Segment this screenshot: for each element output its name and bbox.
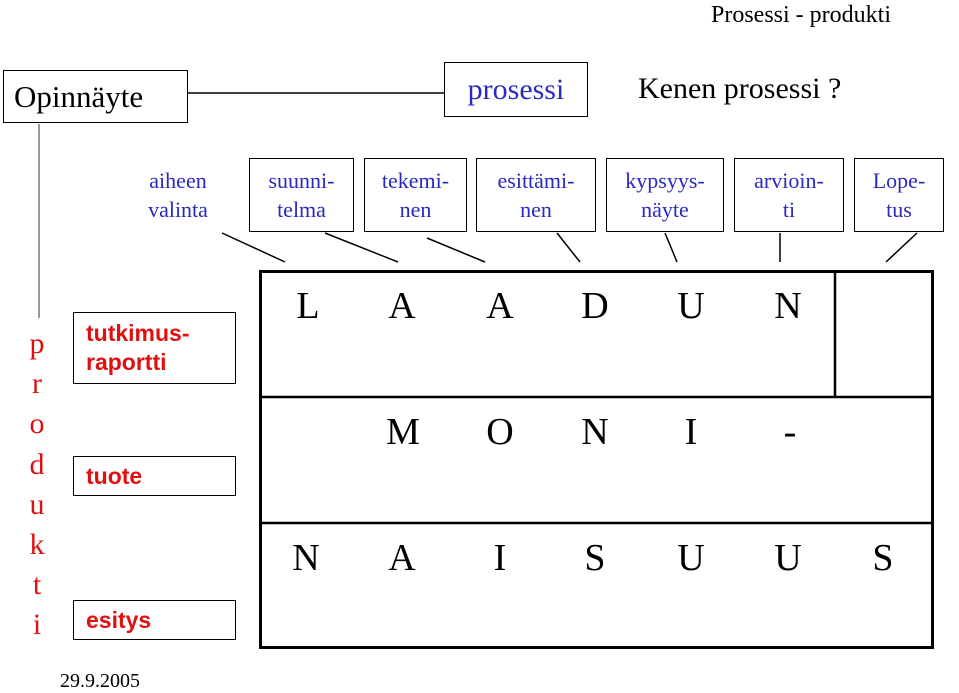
presentation-box [73, 600, 236, 640]
product-vertical-label [22, 324, 52, 646]
grid-letter: A [388, 537, 416, 579]
grid-letter: N [581, 411, 609, 453]
page-title: Prosessi - produkti [711, 2, 891, 28]
report-line: tutkimus- [86, 320, 190, 346]
grid-letter: N [774, 285, 802, 327]
phase-line: nen [520, 197, 552, 222]
grid-letter: A [486, 285, 514, 327]
grid-letter: S [584, 537, 606, 579]
phase-line: esittämi- [497, 168, 575, 193]
grid-letter: S [872, 537, 894, 579]
thesis-box [3, 70, 188, 123]
phase-line: ti [782, 197, 796, 222]
phase-box [249, 158, 354, 232]
phase-line: arvioin- [754, 168, 824, 193]
grid-letter: O [486, 411, 514, 453]
phase-line: tus [886, 197, 912, 222]
grid-letter: U [677, 537, 705, 579]
phase-line: tekemi- [381, 168, 450, 193]
grid-letter: L [296, 285, 320, 327]
product-box [73, 456, 236, 496]
grid-letter: U [774, 537, 802, 579]
product-letter: k [29, 528, 45, 562]
report-line: raportti [86, 349, 167, 375]
phase-box [734, 158, 844, 232]
thesis-label: Opinnäyte [14, 78, 144, 114]
phase-box [854, 158, 944, 232]
footer-date: 29.9.2005 [60, 670, 140, 692]
grid-letter: D [581, 285, 609, 327]
presentation-label: esitys [86, 606, 152, 633]
question-text: Kenen prosessi ? [638, 72, 842, 105]
grid-letter: M [386, 411, 420, 453]
product-letter: r [32, 367, 42, 401]
grid-letter: U [677, 285, 705, 327]
phase-line: kypsyys- [625, 168, 705, 193]
phase-line: suunni- [268, 168, 335, 193]
product-label: tuote [86, 462, 143, 489]
product-letter: t [32, 568, 42, 602]
process-box [444, 62, 588, 117]
phase-box [606, 158, 724, 232]
phase-box [476, 158, 596, 232]
product-letter: d [29, 447, 45, 481]
phase-line: nen [399, 197, 432, 222]
phase-line: telma [277, 197, 326, 222]
grid-letter: I [493, 537, 507, 579]
phase-box [128, 158, 228, 232]
grid-letter: N [292, 537, 320, 579]
grid-letter: I [684, 411, 698, 453]
product-letter: o [29, 407, 45, 441]
phase-line: Lope- [872, 168, 926, 193]
grid-letter: A [388, 285, 416, 327]
product-letter: i [32, 608, 42, 642]
phase-box [364, 158, 467, 232]
product-letter: u [29, 487, 45, 521]
grid-letter: - [783, 411, 797, 453]
process-label: prosessi [467, 72, 565, 106]
phase-line: aiheen [149, 168, 207, 193]
product-letter: p [29, 327, 45, 360]
phase-line: näyte [641, 197, 689, 222]
phase-line: valinta [148, 197, 208, 222]
report-box [73, 312, 236, 384]
